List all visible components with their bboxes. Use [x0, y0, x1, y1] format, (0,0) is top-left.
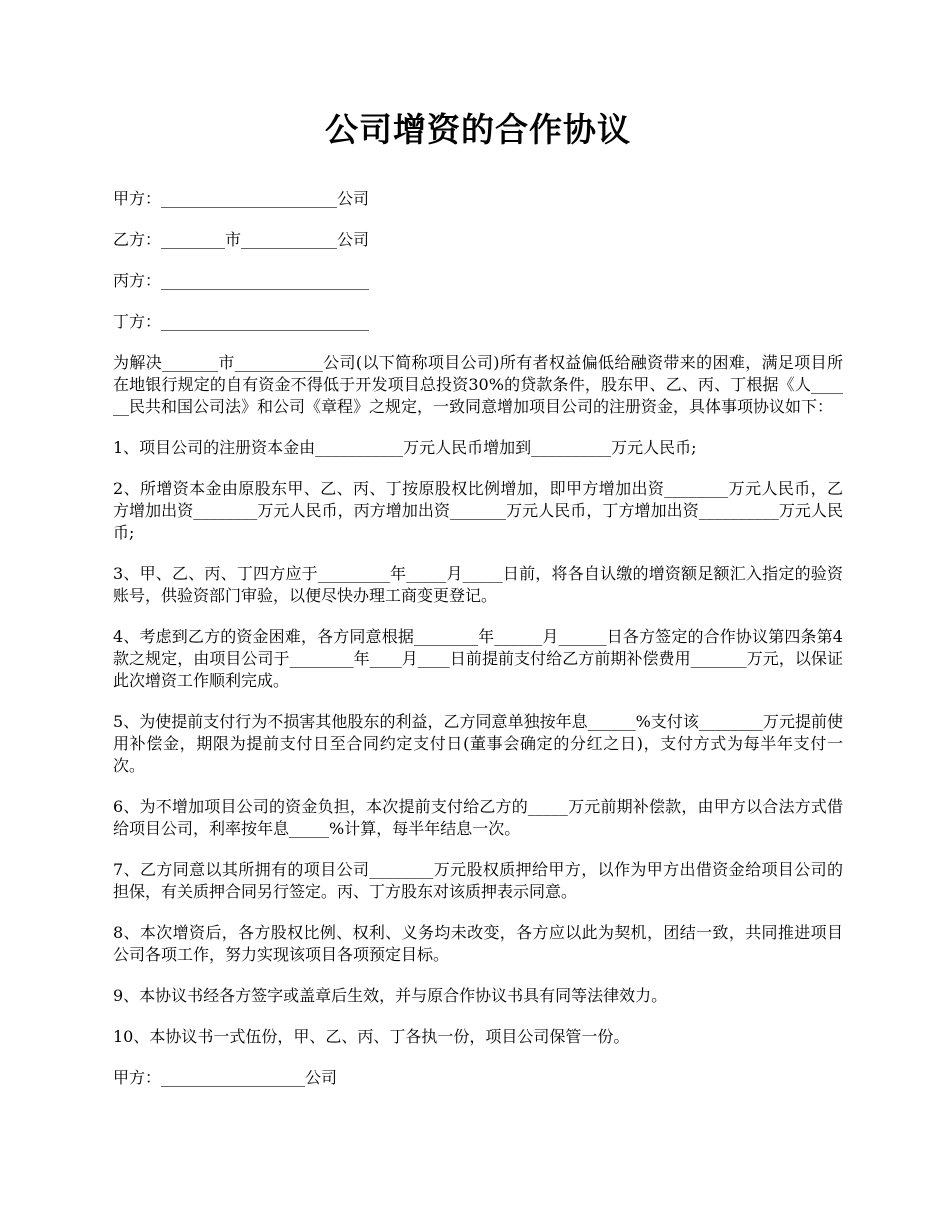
clause-5: 5、为使提前支付行为不损害其他股东的利益，乙方同意单独按年息______%支付该________万元提前使用补偿金，期限为提前支付日至合同约定支付日(董事会确定的分红之日)，支付方式为每半年支付一次。 — [113, 711, 843, 775]
clause-1: 1、项目公司的注册资本金由___________万元人民币增加到__________万元人民币; — [113, 437, 697, 457]
intro-paragraph: 为解决_______市___________公司(以下简称项目公司)所有者权益偏低给融资带来的困难，满足项目所在地银行规定的自有资金不得低于开发项目总投资30%的贷款条件，股东甲、乙、丙、丁根据《人______民共和国公司法》和公司《章程》之规定，一致同意增加项目公司的注册资金，具体事项协议如下： — [113, 352, 843, 416]
clause-4: 4、考虑到乙方的资金困难，各方同意根据________年______月______日各方签定的合作协议第四条第4款之规定，由项目公司于________年____月____日前提前支付给乙方前期补偿费用_______万元，以保证此次增资工作顺利完成。 — [113, 626, 843, 690]
party-bing: 丙方：__________________________ — [113, 270, 370, 290]
document-page — [113, 110, 843, 1108]
clause-8: 8、本次增资后，各方股权比例、权利、义务均未改变，各方应以此为契机，团结一致，共同推进项目公司各项工作，努力实现该项目各项预定目标。 — [113, 922, 843, 964]
party-ding: 丁方：__________________________ — [113, 311, 370, 331]
clause-10: 10、本协议书一式伍份，甲、乙、丙、丁各执一份，项目公司保管一份。 — [113, 1026, 630, 1046]
signature-jia: 甲方：__________________公司 — [113, 1067, 338, 1087]
document-title: 公司增资的合作协议 — [325, 110, 631, 149]
clause-7: 7、乙方同意以其所拥有的项目公司________万元股权质押给甲方，以作为甲方出借资金给项目公司的担保，有关质押合同另行签定。丙、丁方股东对该质押表示同意。 — [113, 859, 843, 901]
clause-9: 9、本协议书经各方签字或盖章后生效，并与原合作协议书具有同等法律效力。 — [113, 985, 668, 1005]
clause-6: 6、为不增加项目公司的资金负担，本次提前支付给乙方的_____万元前期补偿款，由甲方以合法方式借给项目公司，利率按年息_____%计算，每半年结息一次。 — [113, 796, 843, 838]
clause-3: 3、甲、乙、丙、丁四方应于_________年_____月_____日前，将各自认缴的增资额足额汇入指定的验资账号，供验资部门审验，以便尽快办理工商变更登记。 — [113, 563, 843, 605]
party-yi: 乙方：________市____________公司 — [113, 229, 370, 249]
clause-2: 2、所增资本金由原股东甲、乙、丙、丁按原股权比例增加，即甲方增加出资________万元人民币，乙方增加出资________万元人民币，丙方增加出资_______万元人民币，丁方增加出资__________万元人民币; — [113, 478, 843, 542]
party-jia: 甲方：______________________公司 — [113, 188, 370, 208]
